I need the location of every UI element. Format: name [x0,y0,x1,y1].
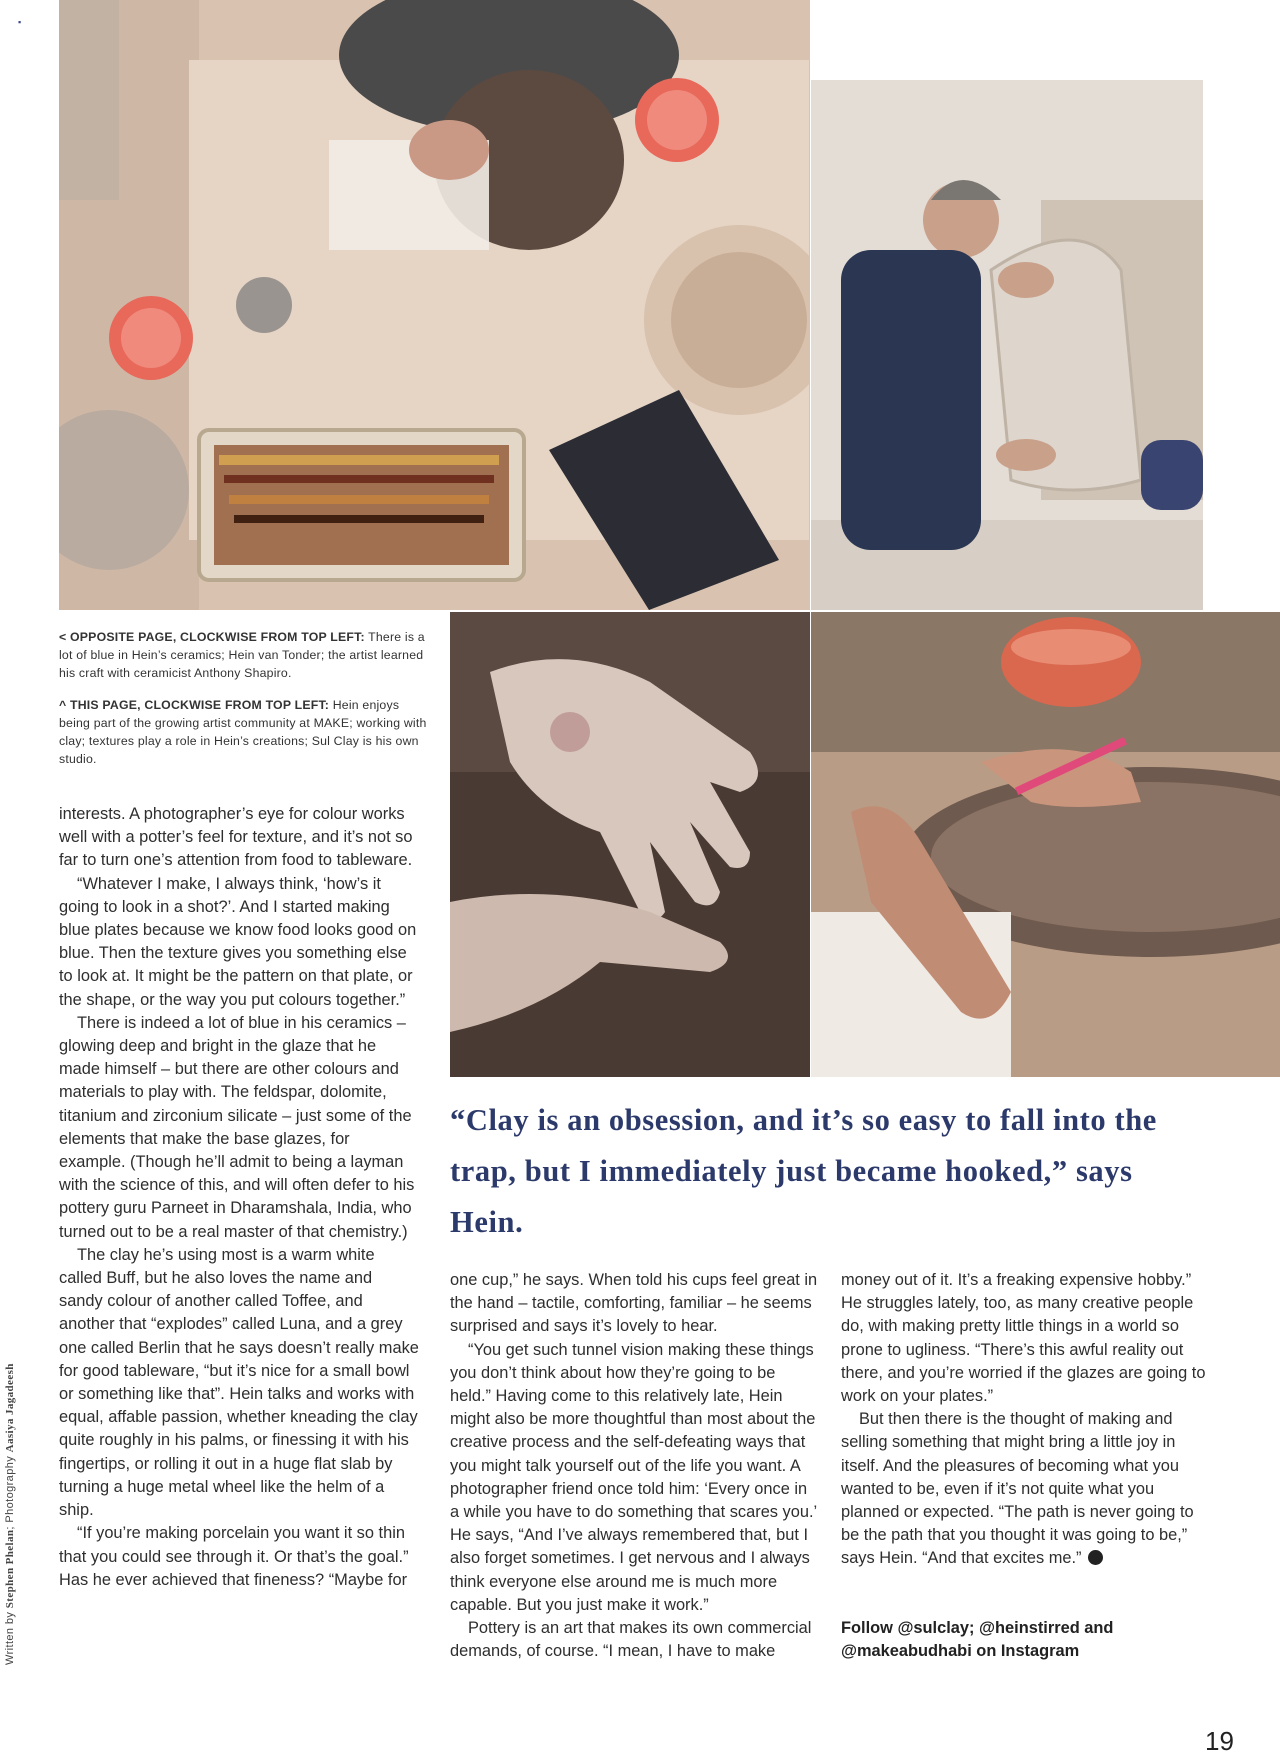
credit-photographer: Aasiya Jagadeesh [4,1363,16,1453]
workbench-illustration [59,0,810,610]
caption-this-text: Hein enjoys being part of the growing artist community at MAKE; working with clay; textures play a role in Hein’s creations; Sul Clay is his own studio. [59,698,427,766]
follow-instagram: Follow @sulclay; @heinstirred and @makeabudhabi on Instagram [841,1619,1114,1661]
page-number: 19 [1205,1726,1234,1756]
end-mark-icon [1088,1550,1103,1565]
carving-illustration [811,612,1280,1077]
credit-photo-prefix: ; Photography [4,1455,16,1530]
caption-this-page [59,696,429,768]
photo-hein-with-clay-slab [811,80,1203,610]
paragraph: “If you’re making porcelain you want it so thin that you could see through it. Or that’s the goal.” Has he ever achieved that fineness? “Maybe for [59,1524,409,1589]
caption-opposite-page [59,628,429,682]
photo-captions [59,628,429,782]
caption-this-lead: ^ THIS PAGE, CLOCKWISE FROM TOP LEFT: [59,698,330,712]
paragraph: “You get such tunnel vision making these things you don’t think about how they’re going to be held.” Having come to this relatively late, Hein might also be more thoughtful than most about the creative process and the self-defeating ways that you might talk yourself out of the life you want. A photographer friend once told him: ‘Every once in a while you have to do something that scares you.’ He says, “And I’ve always remembered that, but I also forget sometimes. I get nervous and I always think everyone else around me is much more capable. But you just make it work.” [450,1340,817,1614]
paragraph: Pottery is an art that makes its own commercial demands, of course. “I mean, I have to make [450,1619,812,1661]
paragraph-final-text: But then there is the thought of making and selling something that might bring a little joy in itself. And the pleasures of becoming what you wanted to be, even if it’s not quite what you planned or expected. “The path is never going to be the path that you thought it was going to be,” says Hein. “And that excites me.” [841,1410,1194,1568]
photo-credit [4,1363,16,1665]
credit-written-prefix: Written by [4,1611,16,1665]
corner-marker: ▪ [18,17,22,27]
photo-potter-workbench [59,0,810,610]
paragraph: There is indeed a lot of blue in his ceramics – glowing deep and bright in the glaze that he made himself – but there are other colours and materials to play with. The feldspar, dolomite, titanium and zirconium silicate – just some of the elements that make the base glazes, for example. (Though he’ll admit to being a layman with the science of this, and will often defer to his pottery guru Parneet in Dharamshala, India, who turned out to be a real master of that chemistry.) [59,1013,415,1241]
photo-carving-plate [811,612,1280,1077]
paragraph: one cup,” he says. When told his cups feel great in the hand – tactile, comforting, familiar – he seems surprised and says it’s lovely to hear. [450,1271,818,1336]
credit-writer: Stephen Phelan [4,1529,16,1609]
paragraph: interests. A photographer’s eye for colour works well with a potter’s feel for texture, and it’s not so far to turn one’s attention from food to tableware. [59,805,413,870]
article-column-3 [841,1269,1211,1571]
pull-quote: “Clay is an obsession, and it’s so easy to fall into the trap, but I immediately just became hooked,” says Hein. [450,1103,1157,1239]
hein-illustration [811,80,1203,610]
paragraph-final [841,1408,1211,1570]
paragraph: money out of it. It’s a freaking expensive hobby.” He struggles lately, too, as many creative people do, with making pretty little things in a world so prone to ugliness. “There’s this awful reality out there, and you’re worried if the glazes are going to work on your plates.” [841,1271,1206,1406]
paragraph: The clay he’s using most is a warm white called Buff, but he also loves the name and sandy colour of another called Toffee, and another that “explodes” called Luna, and a grey one called Berlin that he says doesn’t really make for good tableware, “but it’s nice for a small bowl or something like that”. Hein talks and works with equal, affable passion, whether kneading the clay quite roughly in his palms, or finessing it with his fingertips, or rolling it out in a huge flat slab by turning a huge metal wheel like the helm of a ship. [59,1245,419,1520]
caption-opposite-text: There is a lot of blue in Hein’s ceramics; Hein van Tonder; the artist learned his craft with ceramicist Anthony Shapiro. [59,630,425,680]
article-column-1 [59,803,419,1592]
hands-illustration [450,612,810,1077]
caption-opposite-lead: < OPPOSITE PAGE, CLOCKWISE FROM TOP LEFT: [59,630,365,644]
photo-clay-covered-hands [450,612,810,1077]
paragraph: “Whatever I make, I always think, ‘how’s it going to look in a shot?’. And I started making blue plates because we know food looks good on blue. Then the texture gives you something else to look at. It might be the pattern on that plate, or the shape, or the way you put colours together.” [59,874,417,1009]
article-column-2 [450,1269,820,1663]
